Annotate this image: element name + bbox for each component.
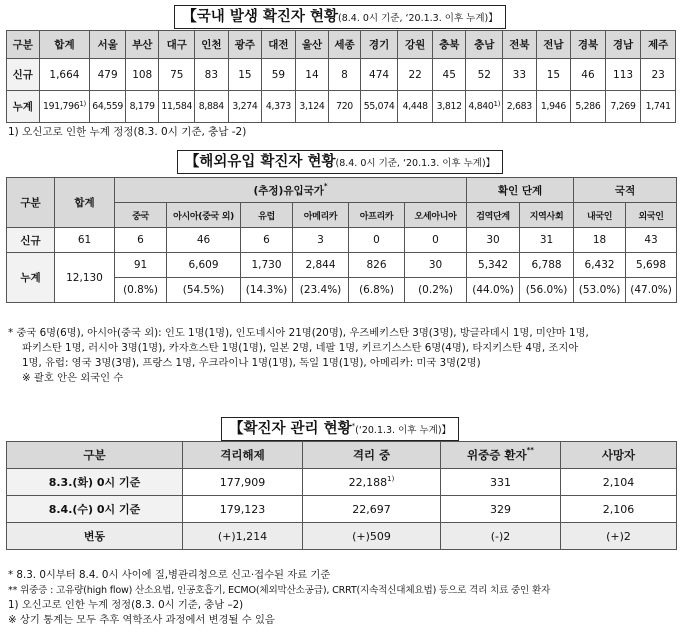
overseas-row-label: 누계 [7, 253, 55, 303]
overseas-title-main: 【해외유입 확진자 현황 [184, 154, 336, 170]
overseas-subheader: 아시아(중국 외) [167, 203, 241, 228]
overseas-subheader: 아프리카 [349, 203, 405, 228]
overseas-notes [8, 326, 589, 386]
domestic-header: 경기 [360, 31, 398, 59]
management-cell: 22,697 [303, 496, 441, 523]
domestic-cell: 15 [536, 59, 571, 91]
management-header: 격리해제 [183, 442, 303, 469]
asterisk-marker: * [323, 181, 328, 190]
overseas-header-category: 구분 [7, 178, 55, 228]
domestic-cell: 7,269 [605, 91, 641, 123]
overseas-cell: 6,788 [520, 253, 574, 278]
domestic-header: 경북 [571, 31, 606, 59]
domestic-table [6, 30, 676, 123]
overseas-pct: (54.5%) [167, 278, 241, 303]
overseas-pct: (53.0%) [574, 278, 626, 303]
overseas-cell: 0 [349, 228, 405, 253]
domestic-cell: 8,884 [195, 91, 229, 123]
overseas-cell: 6,432 [574, 253, 626, 278]
domestic-cell: 720 [329, 91, 361, 123]
domestic-header: 충북 [432, 31, 466, 59]
overseas-subheader: 검역단계 [467, 203, 520, 228]
overseas-header-confirm: 확인 단계 [467, 178, 574, 203]
management-row [7, 496, 677, 523]
management-row [7, 469, 677, 496]
domestic-header: 부산 [125, 31, 159, 59]
domestic-cell: 46 [571, 59, 606, 91]
overseas-pct: (14.3%) [241, 278, 293, 303]
overseas-pct: (6.8%) [349, 278, 405, 303]
asterisk-marker: * [351, 422, 356, 430]
domestic-header: 전남 [536, 31, 571, 59]
management-cell: 177,909 [183, 469, 303, 496]
domestic-cell: 2,683 [503, 91, 537, 123]
management-change: (+)509 [303, 523, 441, 550]
domestic-cell: 15 [228, 59, 262, 91]
domestic-header: 대전 [262, 31, 296, 59]
domestic-cell: 64,559 [90, 91, 126, 123]
management-title [0, 417, 680, 441]
overseas-subheader: 지역사회 [520, 203, 574, 228]
domestic-header: 대구 [159, 31, 195, 59]
domestic-header: 강원 [398, 31, 433, 59]
domestic-cell: 474 [360, 59, 398, 91]
overseas-cell: 43 [626, 228, 677, 253]
domestic-header: 세종 [329, 31, 361, 59]
management-header: 구분 [7, 442, 183, 469]
domestic-cum-chungnam: 4,840 [468, 101, 494, 112]
domestic-cell-chungnam [466, 91, 503, 123]
management-change: (-)2 [441, 523, 561, 550]
overseas-pct: (56.0%) [520, 278, 574, 303]
overseas-cell: 2,844 [293, 253, 349, 278]
overseas-pct: (44.0%) [467, 278, 520, 303]
overseas-subheader: 아메리카 [293, 203, 349, 228]
management-change: (+)1,214 [183, 523, 303, 550]
overseas-note-line: 1명, 유럽: 영국 3명(3명), 프랑스 1명, 우크라이나 1명(1명), 독일 1명(1명), 아메리카: 미국 3명(2명) [22, 357, 481, 369]
domestic-cell: 33 [503, 59, 537, 91]
overseas-header-nationality: 국적 [574, 178, 677, 203]
management-cell: 2,104 [561, 469, 677, 496]
domestic-footnote [8, 125, 246, 140]
domestic-cell: 4,373 [262, 91, 296, 123]
overseas-header-country-text: (추정)유입국가 [253, 184, 324, 197]
overseas-pct: (23.4%) [293, 278, 349, 303]
management-cell-isolating [303, 469, 441, 496]
overseas-cell: 0 [405, 228, 467, 253]
management-isolating-value: 22,188 [348, 475, 388, 489]
domestic-cell: 3,124 [295, 91, 329, 123]
overseas-header-row [7, 178, 677, 203]
domestic-header: 울산 [295, 31, 329, 59]
domestic-header: 충남 [466, 31, 503, 59]
domestic-cell: 59 [262, 59, 296, 91]
domestic-cell: 23 [641, 59, 676, 91]
domestic-header: 서울 [90, 31, 126, 59]
domestic-cell: 479 [90, 59, 126, 91]
domestic-header-row [7, 31, 676, 59]
domestic-new-row [7, 59, 676, 91]
domestic-cell: 1,664 [39, 59, 90, 91]
management-header-severe [441, 442, 561, 469]
overseas-cell: 6 [115, 228, 167, 253]
management-header-severe-text: 위중증 환자 [467, 448, 527, 462]
footnote-marker: 1) [387, 474, 395, 483]
overseas-subheader: 내국인 [574, 203, 626, 228]
overseas-row-label: 신규 [7, 228, 55, 253]
overseas-subheader: 중국 [115, 203, 167, 228]
overseas-cell: 5,342 [467, 253, 520, 278]
domestic-header: 경남 [605, 31, 641, 59]
overseas-cell: 6 [241, 228, 293, 253]
overseas-cell: 6,609 [167, 253, 241, 278]
domestic-cell: 83 [195, 59, 229, 91]
asterisk-marker: ** [526, 446, 534, 454]
overseas-cum-row [7, 253, 677, 278]
overseas-cell: 1,730 [241, 253, 293, 278]
management-change: (+)2 [561, 523, 677, 550]
management-header: 격리 중 [303, 442, 441, 469]
overseas-title [0, 150, 680, 174]
domestic-cell: 1,741 [641, 91, 676, 123]
management-cell: 179,123 [183, 496, 303, 523]
domestic-header: 제주 [641, 31, 676, 59]
management-note-line: 1) 오신고로 인한 누계 정정(8.3. 0시 기준, 충남 –2) [8, 599, 244, 611]
domestic-cell: 8 [329, 59, 361, 91]
footnote-marker: 1) [79, 100, 86, 108]
management-change-row [7, 523, 677, 550]
overseas-cell-total: 61 [55, 228, 115, 253]
domestic-cell-total [39, 91, 90, 123]
management-notes [8, 568, 550, 628]
footnote-marker: 1) [493, 100, 501, 108]
management-row-label: 변동 [7, 523, 183, 550]
overseas-note-line: ※ 괄호 안은 외국인 수 [22, 372, 124, 384]
domestic-cell: 3,812 [432, 91, 466, 123]
overseas-cell: 5,698 [626, 253, 677, 278]
domestic-cell: 108 [125, 59, 159, 91]
domestic-header: 합계 [39, 31, 90, 59]
domestic-title-sub: (8.4. 0시 기준, ‘20.1.3. 이후 누계)】 [338, 13, 498, 24]
domestic-cell: 8,179 [125, 91, 159, 123]
overseas-title-sub: (8.4. 0시 기준, ‘20.1.3. 이후 누계)】 [335, 158, 496, 169]
domestic-header: 전북 [503, 31, 537, 59]
overseas-subheader: 오세아니아 [405, 203, 467, 228]
management-note-line: ※ 상기 통계는 모두 추후 역학조사 과정에서 변경될 수 있음 [8, 614, 275, 626]
overseas-table [6, 177, 677, 303]
management-note-line: * 8.3. 0시부터 8.4. 0시 사이에 질,병관리청으로 신고·접수된 자료 기준 [8, 569, 331, 581]
overseas-header-total: 합계 [55, 178, 115, 228]
domestic-cell: 55,074 [360, 91, 398, 123]
overseas-cell: 18 [574, 228, 626, 253]
domestic-title [0, 5, 680, 29]
domestic-cell: 22 [398, 59, 433, 91]
management-table [6, 441, 677, 550]
management-cell: 329 [441, 496, 561, 523]
domestic-header: 광주 [228, 31, 262, 59]
overseas-subheader: 외국인 [626, 203, 677, 228]
domestic-cell: 4,448 [398, 91, 433, 123]
domestic-cell: 5,286 [571, 91, 606, 123]
domestic-cell: 14 [295, 59, 329, 91]
domestic-cum-total: 191,796 [42, 101, 80, 112]
domestic-cell: 113 [605, 59, 641, 91]
domestic-row-label: 누계 [7, 91, 40, 123]
domestic-header: 구분 [7, 31, 40, 59]
overseas-cell: 91 [115, 253, 167, 278]
overseas-new-row [7, 228, 677, 253]
domestic-footnote-text: 1) 오신고로 인한 누계 정정(8.3. 0시 기준, 충남 -2) [8, 126, 247, 138]
overseas-cell-total: 12,130 [55, 253, 115, 303]
management-row-label: 8.3.(화) 0시 기준 [7, 469, 183, 496]
overseas-header-country [115, 178, 467, 203]
overseas-cell: 826 [349, 253, 405, 278]
management-note-line: ** 위중증 : 고유량(high flow) 산소요법, 인공호흡기, ECMO(체외막산소공급), CRRT(지속적신대체요법) 등으로 격리 치료 중인 환자 [8, 585, 551, 596]
domestic-cell: 3,274 [228, 91, 262, 123]
management-header-row [7, 442, 677, 469]
overseas-note-line: 파키스탄 1명, 러시아 3명(1명), 카자흐스탄 1명(1명), 일본 2명, 네팔 1명, 키르기스스탄 6명(4명), 타지키스탄 4명, 조지아 [22, 342, 579, 354]
management-header: 사망자 [561, 442, 677, 469]
overseas-pct: (0.8%) [115, 278, 167, 303]
overseas-cell: 31 [520, 228, 574, 253]
overseas-cell: 46 [167, 228, 241, 253]
overseas-pct: (47.0%) [626, 278, 677, 303]
domestic-cell: 45 [432, 59, 466, 91]
domestic-title-main: 【국내 발생 확진자 현황 [182, 9, 338, 25]
overseas-cell: 30 [467, 228, 520, 253]
overseas-subheader: 유럽 [241, 203, 293, 228]
domestic-cell: 11,584 [159, 91, 195, 123]
domestic-cell: 75 [159, 59, 195, 91]
management-cell: 2,106 [561, 496, 677, 523]
domestic-cell: 1,946 [536, 91, 571, 123]
overseas-cell: 30 [405, 253, 467, 278]
overseas-note-line: * 중국 6명(6명), 아시아(중국 외): 인도 1명(1명), 인도네시아 21명(20명), 우즈베키스탄 3명(3명), 방글라데시 1명, 미얀마 1명, [8, 327, 589, 339]
domestic-cell: 52 [466, 59, 503, 91]
management-cell: 331 [441, 469, 561, 496]
management-title-main: 【확진자 관리 현황 [228, 421, 352, 437]
domestic-row-label: 신규 [7, 59, 40, 91]
overseas-cell: 3 [293, 228, 349, 253]
overseas-pct: (0.2%) [405, 278, 467, 303]
domestic-header: 인천 [195, 31, 229, 59]
management-row-label: 8.4.(수) 0시 기준 [7, 496, 183, 523]
domestic-cum-row [7, 91, 676, 123]
management-title-sub: (‘20.1.3. 이후 누계)】 [355, 425, 452, 436]
